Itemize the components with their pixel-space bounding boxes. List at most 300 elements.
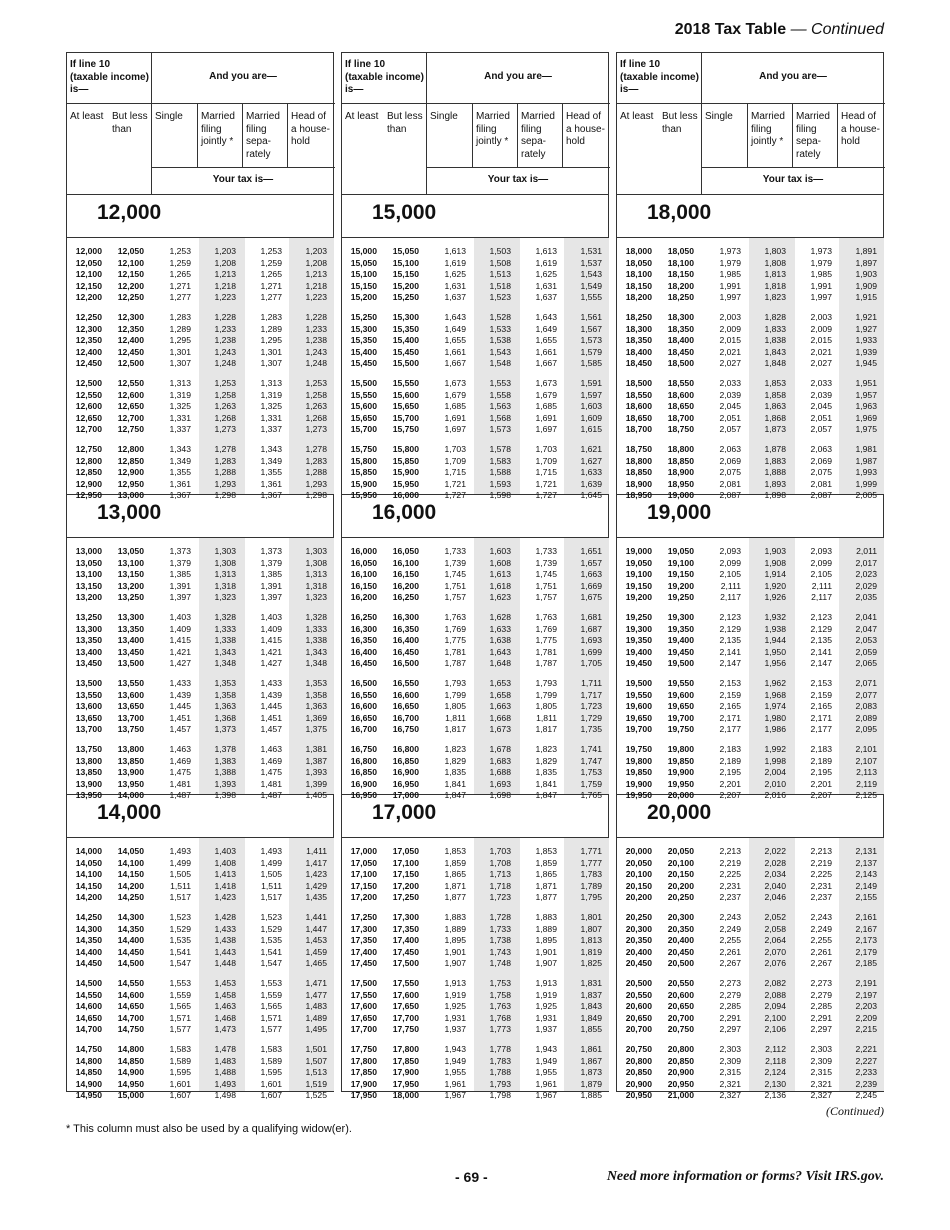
- single-cell: 1,931: [444, 1012, 466, 1023]
- head-of-household-cell: 1,669: [580, 580, 602, 591]
- married-filing-jointly-cell: 1,693: [489, 778, 511, 789]
- row-group: [342, 246, 608, 304]
- head-of-household-cell: 2,197: [855, 989, 877, 1000]
- but-less-than-cell: 15,850: [392, 455, 419, 466]
- single-cell: 1,631: [444, 280, 466, 291]
- single-cell: 2,195: [719, 767, 741, 777]
- table-row: [617, 779, 883, 791]
- but-less-than-cell: 18,550: [667, 378, 694, 388]
- head-of-household-cell: 1,213: [305, 269, 327, 279]
- more-info-link[interactable]: Need more information or forms? Visit IRS.gov.: [606, 1169, 884, 1184]
- table-row: [67, 1067, 333, 1079]
- table-row: [342, 479, 608, 491]
- but-less-than-cell: 13,450: [117, 646, 144, 657]
- single-cell: 1,391: [169, 580, 191, 591]
- single-cell: 2,219: [719, 857, 741, 868]
- at-least-cell: 17,600: [350, 1001, 377, 1011]
- at-least-cell: 13,850: [75, 767, 102, 777]
- head-of-household-cell: 1,323: [305, 592, 327, 602]
- at-least-cell: 17,000: [350, 846, 377, 856]
- married-filing-separately-cell: 1,877: [535, 892, 557, 902]
- at-least-cell: 20,300: [625, 923, 652, 934]
- at-least-cell: 17,700: [350, 1024, 377, 1034]
- head-of-household-cell: 1,399: [305, 778, 327, 789]
- section-title: 14,000: [97, 801, 162, 824]
- single-cell: 1,961: [444, 1078, 466, 1089]
- table-row: [617, 401, 883, 413]
- at-least-cell: 20,150: [625, 880, 652, 891]
- married-filing-jointly-cell: 1,838: [764, 335, 786, 345]
- married-filing-jointly-cell: 1,298: [214, 490, 236, 500]
- single-cell: 2,033: [719, 378, 741, 388]
- single-cell: 2,327: [719, 1090, 741, 1100]
- at-least-cell: 18,850: [625, 467, 652, 477]
- table-row: [617, 467, 883, 479]
- married-filing-separately-cell: 1,643: [535, 312, 557, 322]
- but-less-than-cell: 14,950: [117, 1078, 144, 1089]
- at-least-cell: 14,250: [75, 912, 102, 922]
- but-less-than-cell: 13,050: [117, 546, 144, 556]
- married-filing-separately-cell: 2,255: [810, 935, 832, 945]
- married-filing-jointly-cell: 1,653: [489, 678, 511, 688]
- but-less-than-cell: 13,200: [117, 580, 144, 591]
- table-row: [342, 724, 608, 736]
- at-least-cell: 17,250: [350, 912, 377, 922]
- at-least-cell: 17,300: [350, 923, 377, 934]
- head-of-household-cell: 1,268: [305, 412, 327, 423]
- table-row: [617, 1044, 883, 1056]
- but-less-than-cell: 14,850: [117, 1055, 144, 1066]
- single-cell: 1,991: [719, 280, 741, 291]
- table-row: [342, 881, 608, 893]
- at-least-cell: 15,350: [350, 335, 377, 345]
- single-cell: 1,583: [169, 1044, 191, 1054]
- married-filing-separately-cell: 1,439: [260, 689, 282, 700]
- married-filing-separately-cell: 1,709: [535, 455, 557, 466]
- married-filing-separately-cell: 1,349: [260, 455, 282, 466]
- married-filing-jointly-cell: 1,453: [214, 978, 236, 988]
- single-cell: 1,757: [444, 592, 466, 602]
- header-married-separately: Married filing sepa- rately: [521, 111, 555, 160]
- but-less-than-cell: 14,750: [117, 1024, 144, 1034]
- head-of-household-cell: 1,585: [580, 358, 602, 368]
- married-filing-jointly-cell: 1,443: [214, 946, 236, 957]
- single-cell: 2,297: [719, 1024, 741, 1034]
- married-filing-jointly-cell: 1,593: [489, 478, 511, 489]
- row-group: [342, 378, 608, 436]
- single-cell: 2,099: [719, 557, 741, 568]
- head-of-household-cell: 1,495: [305, 1024, 327, 1034]
- married-filing-separately-cell: 1,523: [260, 912, 282, 922]
- married-filing-jointly-cell: 1,433: [214, 923, 236, 934]
- married-filing-jointly-cell: 1,986: [764, 724, 786, 734]
- single-cell: 1,457: [169, 724, 191, 734]
- head-of-household-cell: 1,358: [305, 689, 327, 700]
- single-cell: 1,883: [444, 912, 466, 922]
- married-filing-jointly-cell: 1,623: [489, 592, 511, 602]
- married-filing-jointly-cell: 1,388: [214, 767, 236, 777]
- at-least-cell: 12,150: [75, 280, 102, 291]
- married-filing-separately-cell: 2,045: [810, 401, 832, 411]
- but-less-than-cell: 17,900: [392, 1067, 419, 1077]
- head-of-household-cell: 2,005: [855, 490, 877, 500]
- head-of-household-cell: 1,837: [580, 989, 602, 1000]
- married-filing-separately-cell: 1,355: [260, 467, 282, 477]
- at-least-cell: 17,650: [350, 1012, 377, 1023]
- at-least-cell: 15,800: [350, 455, 377, 466]
- table-row: [342, 958, 608, 970]
- but-less-than-cell: 18,700: [667, 412, 694, 423]
- at-least-cell: 19,400: [625, 646, 652, 657]
- at-least-cell: 16,200: [350, 592, 377, 602]
- table-row: [617, 612, 883, 624]
- table-row: [67, 246, 333, 258]
- table-row: [617, 413, 883, 425]
- single-cell: 1,565: [169, 1001, 191, 1011]
- but-less-than-cell: 20,150: [667, 869, 694, 879]
- table-row: [67, 947, 333, 959]
- single-cell: 1,739: [444, 557, 466, 568]
- single-cell: 1,895: [444, 935, 466, 945]
- but-less-than-cell: 12,700: [117, 412, 144, 423]
- married-filing-separately-cell: 2,093: [810, 546, 832, 556]
- row-group: [67, 444, 333, 502]
- table-row: [67, 724, 333, 736]
- head-of-household-cell: 1,627: [580, 455, 602, 466]
- table-row: [67, 869, 333, 881]
- row-group: [342, 912, 608, 970]
- at-least-cell: 14,600: [75, 1001, 102, 1011]
- head-of-household-cell: 2,185: [855, 958, 877, 968]
- single-cell: 1,475: [169, 767, 191, 777]
- head-of-household-cell: 2,149: [855, 880, 877, 891]
- table-row: [617, 1067, 883, 1079]
- head-of-household-cell: 1,549: [580, 280, 602, 291]
- at-least-cell: 19,200: [625, 592, 652, 602]
- head-of-household-cell: 1,903: [855, 269, 877, 279]
- single-cell: 1,811: [445, 712, 466, 723]
- at-least-cell: 19,950: [625, 790, 652, 800]
- row-group: [342, 546, 608, 604]
- married-filing-separately-cell: 1,787: [535, 658, 557, 668]
- married-filing-separately-cell: 1,493: [260, 846, 282, 856]
- head-of-household-cell: 1,711: [581, 678, 602, 688]
- header-head-of-household: Head of a house- hold: [566, 111, 605, 147]
- but-less-than-cell: 16,900: [392, 767, 419, 777]
- single-cell: 1,925: [444, 1001, 466, 1011]
- head-of-household-cell: 1,333: [305, 623, 327, 634]
- head-of-household-cell: 1,348: [305, 658, 327, 668]
- married-filing-separately-cell: 1,385: [260, 569, 282, 579]
- single-cell: 1,463: [169, 744, 191, 754]
- head-of-household-cell: 2,131: [855, 846, 877, 856]
- but-less-than-cell: 17,150: [392, 869, 419, 879]
- at-least-cell: 14,300: [75, 923, 102, 934]
- at-least-cell: 12,450: [75, 358, 102, 368]
- head-of-household-cell: 1,933: [855, 335, 877, 345]
- married-filing-jointly-cell: 1,753: [489, 978, 511, 988]
- single-cell: 1,649: [444, 323, 466, 334]
- single-cell: 1,349: [169, 455, 191, 466]
- married-filing-jointly-cell: 1,598: [489, 490, 511, 500]
- single-cell: 1,619: [444, 257, 466, 268]
- at-least-cell: 20,700: [625, 1024, 652, 1034]
- head-of-household-cell: 2,113: [856, 767, 877, 777]
- at-least-cell: 12,800: [75, 455, 102, 466]
- table-row: [342, 935, 608, 947]
- at-least-cell: 15,550: [350, 389, 377, 400]
- table-row: [617, 690, 883, 702]
- head-of-household-cell: 1,318: [305, 580, 327, 591]
- tax-table-column-1: [66, 52, 334, 1100]
- married-filing-separately-cell: 1,337: [260, 424, 282, 434]
- married-filing-separately-cell: 1,415: [260, 635, 282, 645]
- married-filing-separately-cell: 1,343: [260, 444, 282, 454]
- but-less-than-cell: 12,750: [117, 424, 144, 434]
- married-filing-separately-cell: 1,913: [535, 978, 557, 988]
- married-filing-separately-cell: 2,015: [810, 335, 832, 345]
- at-least-cell: 20,100: [625, 869, 652, 879]
- married-filing-jointly-cell: 1,783: [489, 1055, 511, 1066]
- table-row: [342, 335, 608, 347]
- married-filing-separately-cell: 1,781: [535, 646, 557, 657]
- at-least-cell: 19,100: [625, 569, 652, 579]
- at-least-cell: 16,250: [350, 612, 377, 622]
- married-filing-separately-cell: 1,283: [260, 312, 282, 322]
- married-filing-separately-cell: 2,081: [810, 478, 832, 489]
- married-filing-jointly-cell: 1,333: [214, 623, 236, 634]
- single-cell: 1,325: [169, 401, 191, 411]
- table-row: [342, 1067, 608, 1079]
- single-cell: 1,601: [169, 1078, 191, 1089]
- at-least-cell: 12,050: [75, 257, 102, 268]
- married-filing-jointly-cell: 1,263: [214, 401, 236, 411]
- table-row: [342, 858, 608, 870]
- row-group: [617, 678, 883, 736]
- table-row: [617, 624, 883, 636]
- single-cell: 1,541: [169, 946, 191, 957]
- table-row: [342, 978, 608, 990]
- but-less-than-cell: 15,400: [392, 335, 419, 345]
- married-filing-jointly-cell: 1,950: [764, 646, 786, 657]
- page-title-continued: — Continued: [790, 21, 884, 38]
- head-of-household-cell: 1,597: [580, 389, 602, 400]
- married-filing-separately-cell: 2,003: [810, 312, 832, 322]
- married-filing-separately-cell: 1,655: [535, 335, 557, 345]
- at-least-cell: 13,350: [75, 635, 102, 645]
- single-cell: 1,265: [169, 269, 191, 279]
- head-of-household-cell: 1,293: [305, 478, 327, 489]
- at-least-cell: 15,250: [350, 312, 377, 322]
- table-row: [617, 581, 883, 593]
- but-less-than-cell: 20,650: [667, 1001, 694, 1011]
- head-of-household-cell: 2,029: [855, 580, 877, 591]
- but-less-than-cell: 15,200: [392, 280, 419, 291]
- but-less-than-cell: 19,900: [667, 767, 694, 777]
- married-filing-separately-cell: 1,637: [535, 292, 557, 302]
- table-row: [617, 744, 883, 756]
- single-cell: 1,505: [169, 869, 191, 879]
- section-title: 12,000: [97, 201, 162, 224]
- single-cell: 1,577: [169, 1024, 191, 1034]
- single-cell: 1,943: [444, 1044, 466, 1054]
- row-group: [342, 678, 608, 736]
- continued-note: (Continued): [826, 1104, 884, 1118]
- married-filing-jointly-cell: 1,628: [489, 612, 511, 622]
- married-filing-jointly-cell: 2,028: [764, 857, 786, 868]
- single-cell: 1,367: [169, 490, 191, 500]
- married-filing-jointly-cell: 1,893: [764, 478, 786, 489]
- but-less-than-cell: 19,700: [667, 712, 694, 723]
- row-group: [617, 546, 883, 604]
- head-of-household-cell: 1,465: [305, 958, 327, 968]
- single-cell: 1,901: [444, 946, 466, 957]
- but-less-than-cell: 13,950: [117, 778, 144, 789]
- head-of-household-cell: 1,567: [580, 323, 602, 334]
- table-row: [67, 1090, 333, 1102]
- married-filing-jointly-cell: 1,803: [764, 246, 786, 256]
- table-row: [342, 269, 608, 281]
- married-filing-jointly-cell: 1,883: [764, 455, 786, 466]
- but-less-than-cell: 18,300: [667, 312, 694, 322]
- table-row: [342, 690, 608, 702]
- row-group: [67, 978, 333, 1036]
- table-row: [67, 324, 333, 336]
- married-filing-separately-cell: 1,751: [535, 580, 557, 591]
- table-row: [617, 312, 883, 324]
- at-least-cell: 12,400: [75, 346, 102, 357]
- header-married-separately: Married filing sepa- rately: [796, 111, 830, 160]
- at-least-cell: 19,050: [625, 557, 652, 568]
- married-filing-jointly-cell: 1,318: [214, 580, 236, 591]
- head-of-household-cell: 2,239: [855, 1078, 877, 1089]
- married-filing-separately-cell: 2,111: [811, 580, 832, 591]
- table-header: [617, 53, 883, 195]
- married-filing-jointly-cell: 2,124: [764, 1067, 786, 1077]
- head-of-household-cell: 1,507: [305, 1055, 327, 1066]
- table-row: [617, 569, 883, 581]
- married-filing-jointly-cell: 1,568: [489, 412, 511, 423]
- table-row: [67, 990, 333, 1002]
- income-section: [617, 494, 883, 800]
- income-section: [617, 194, 883, 500]
- at-least-cell: 14,750: [75, 1044, 102, 1054]
- married-filing-jointly-cell: 1,393: [214, 778, 236, 789]
- row-group: [67, 546, 333, 604]
- single-cell: 1,703: [444, 444, 466, 454]
- but-less-than-cell: 17,600: [392, 989, 419, 1000]
- married-filing-separately-cell: 1,859: [535, 857, 557, 868]
- at-least-cell: 14,900: [75, 1078, 102, 1089]
- married-filing-jointly-cell: 1,448: [214, 958, 236, 968]
- single-cell: 2,039: [719, 389, 741, 400]
- married-filing-separately-cell: 1,607: [260, 1090, 282, 1100]
- single-cell: 1,979: [719, 257, 741, 268]
- married-filing-separately-cell: 1,769: [535, 623, 557, 634]
- at-least-cell: 12,750: [75, 444, 102, 454]
- single-cell: 1,787: [444, 658, 466, 668]
- table-row: [342, 767, 608, 779]
- at-least-cell: 19,300: [625, 623, 652, 634]
- married-filing-separately-cell: 2,243: [810, 912, 832, 922]
- married-filing-separately-cell: 1,853: [535, 846, 557, 856]
- married-filing-jointly-cell: 1,438: [214, 935, 236, 945]
- married-filing-separately-cell: 1,397: [260, 592, 282, 602]
- single-cell: 2,015: [719, 335, 741, 345]
- at-least-cell: 15,000: [350, 246, 377, 256]
- at-least-cell: 17,450: [350, 958, 377, 968]
- married-filing-jointly-cell: 1,863: [764, 401, 786, 411]
- single-cell: 1,271: [169, 280, 191, 291]
- single-cell: 1,973: [719, 246, 741, 256]
- header-your-tax-is: Your tax is—: [212, 174, 274, 185]
- table-row: [67, 924, 333, 936]
- single-cell: 2,153: [719, 678, 741, 688]
- head-of-household-cell: 1,417: [305, 857, 327, 868]
- at-least-cell: 12,600: [75, 401, 102, 411]
- head-of-household-cell: 1,693: [580, 635, 602, 645]
- header-but-less-than: But less than: [662, 111, 698, 135]
- but-less-than-cell: 15,500: [392, 358, 419, 368]
- table-row: [67, 592, 333, 604]
- married-filing-jointly-cell: 1,608: [489, 557, 511, 568]
- table-row: [617, 444, 883, 456]
- married-filing-separately-cell: 2,327: [810, 1090, 832, 1100]
- at-least-cell: 13,200: [75, 592, 102, 602]
- married-filing-separately-cell: 1,451: [260, 712, 282, 723]
- married-filing-separately-cell: 1,421: [260, 646, 282, 657]
- income-section: [342, 494, 608, 800]
- at-least-cell: 16,500: [350, 678, 377, 688]
- table-row: [342, 324, 608, 336]
- single-cell: 2,069: [719, 455, 741, 466]
- at-least-cell: 20,400: [625, 946, 652, 957]
- married-filing-jointly-cell: 1,688: [489, 767, 511, 777]
- single-cell: 2,123: [719, 612, 741, 622]
- but-less-than-cell: 18,100: [667, 257, 694, 268]
- married-filing-separately-cell: 2,075: [810, 467, 832, 477]
- but-less-than-cell: 13,850: [117, 755, 144, 766]
- head-of-household-cell: 2,101: [855, 744, 877, 754]
- at-least-cell: 15,750: [350, 444, 377, 454]
- married-filing-jointly-cell: 1,253: [214, 378, 236, 388]
- married-filing-jointly-cell: 1,708: [489, 857, 511, 868]
- header-and-you-are: And you are—: [759, 71, 827, 82]
- at-least-cell: 16,350: [350, 635, 377, 645]
- at-least-cell: 20,900: [625, 1078, 652, 1089]
- married-filing-jointly-cell: 1,663: [489, 701, 511, 711]
- but-less-than-cell: 20,500: [667, 958, 694, 968]
- at-least-cell: 16,100: [350, 569, 377, 579]
- table-row: [342, 569, 608, 581]
- single-cell: 1,721: [444, 478, 466, 489]
- table-row: [342, 281, 608, 293]
- row-group: [342, 744, 608, 802]
- head-of-household-cell: 1,873: [580, 1067, 602, 1077]
- married-filing-separately-cell: 1,583: [260, 1044, 282, 1054]
- head-of-household-cell: 1,633: [580, 467, 602, 477]
- at-least-cell: 14,400: [75, 946, 102, 957]
- head-of-household-cell: 1,939: [855, 346, 877, 357]
- single-cell: 1,607: [169, 1090, 191, 1100]
- table-row: [67, 335, 333, 347]
- married-filing-separately-cell: 1,595: [260, 1067, 282, 1077]
- at-least-cell: 20,000: [625, 846, 652, 856]
- single-cell: 2,279: [719, 989, 741, 1000]
- header-at-least: At least: [345, 111, 379, 122]
- married-filing-jointly-cell: 1,968: [764, 689, 786, 700]
- at-least-cell: 16,700: [350, 724, 377, 734]
